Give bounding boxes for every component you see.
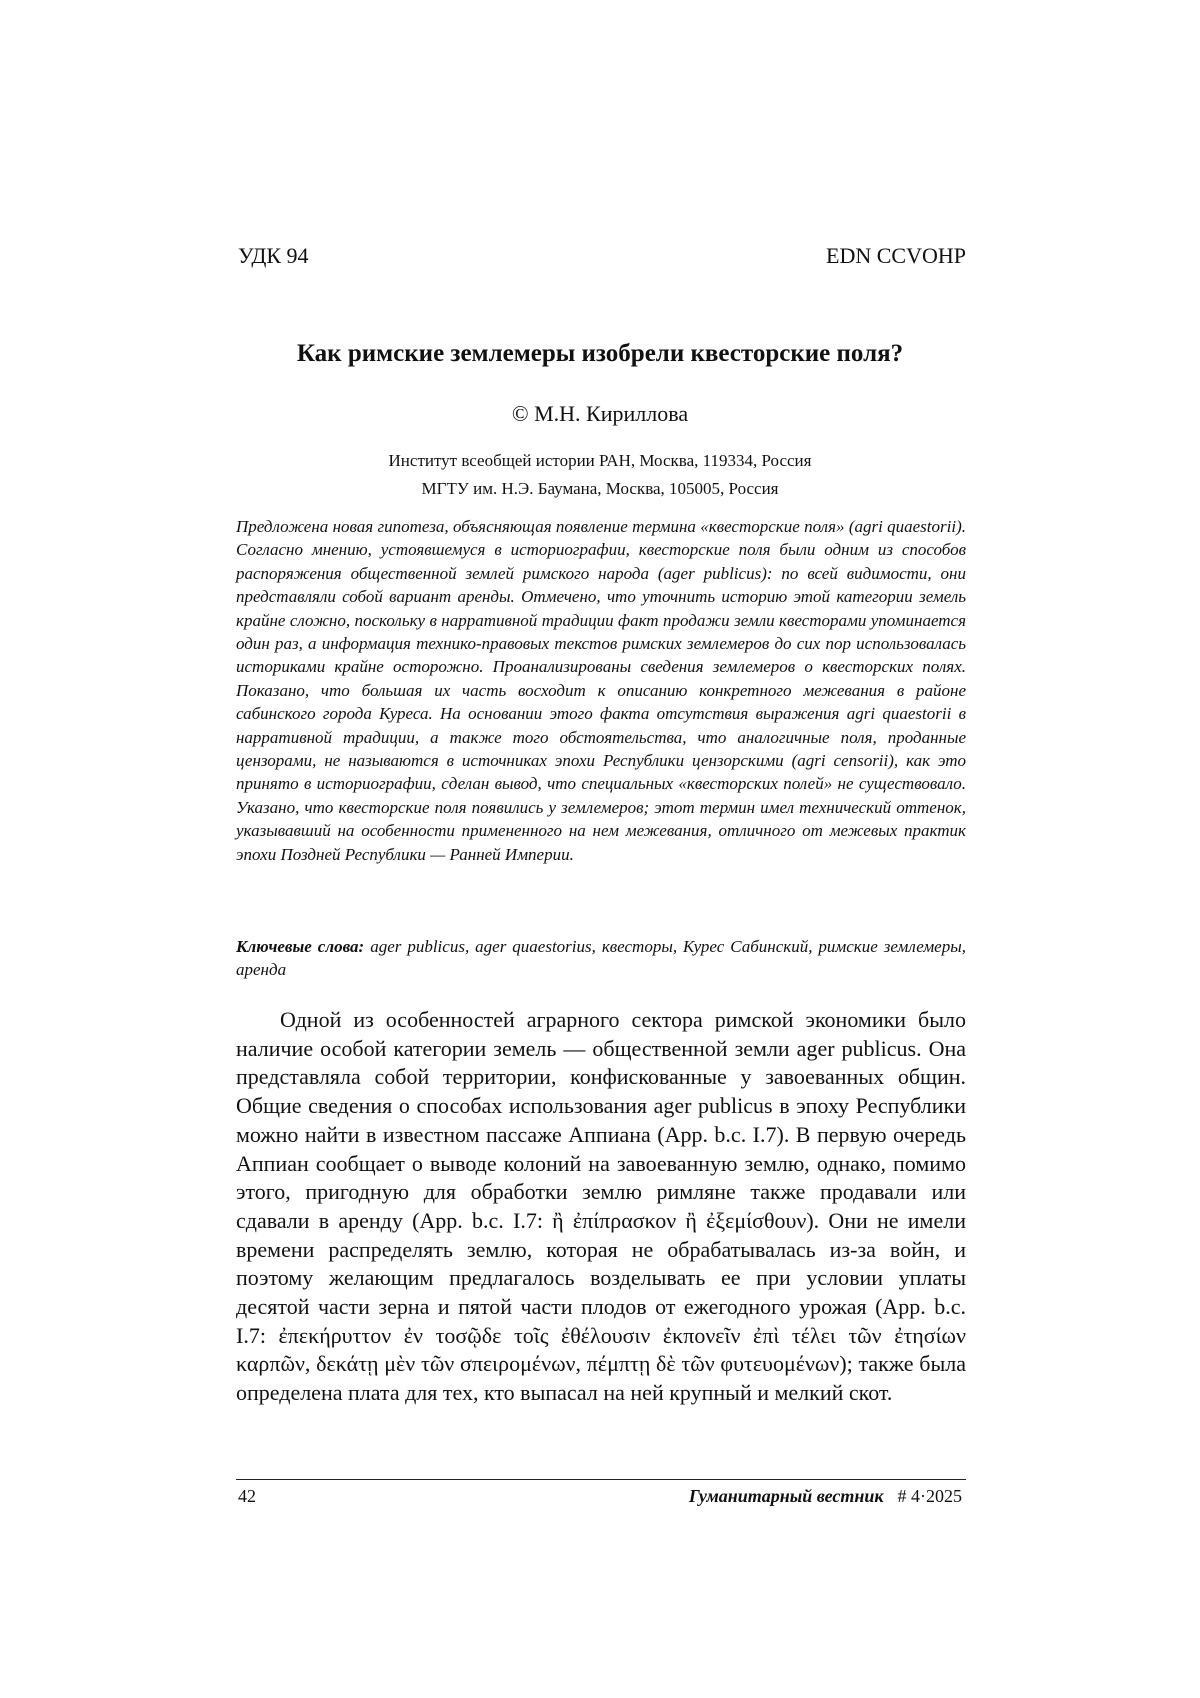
keywords-list: ager publicus, ager quaestorius, квесторы, Курес Сабинский, римские землемеры, аренда xyxy=(236,937,966,980)
edn-code: EDN CCVOHP xyxy=(826,243,966,268)
journal-name: Гуманитарный вестник xyxy=(688,1486,884,1506)
udk-code: УДК 94 xyxy=(238,243,309,268)
keywords-label: Ключевые слова: xyxy=(236,937,365,956)
article-title: Как римские землемеры изобрели квесторские поля? xyxy=(296,340,904,367)
footer-divider xyxy=(236,1479,966,1480)
affiliation-2: МГТУ им. Н.Э. Баумана, Москва, 105005, Россия xyxy=(421,479,779,498)
journal-issue: # 4·2025 xyxy=(897,1486,962,1506)
affiliation-1: Институт всеобщей истории РАН, Москва, 119334, Россия xyxy=(388,451,812,470)
keywords xyxy=(236,935,966,982)
author-name: © М.Н. Кириллова xyxy=(511,401,689,426)
page-number: 42 xyxy=(238,1486,256,1506)
body-paragraph: Одной из особенностей аграрного сектора римской экономики было наличие особой категории земель — общественной земли ager publicus. Она представляла собой территории, конфискованные у завоеванных общин. Общие сведения о способах использования ager publicus в эпоху Республики можно найти в известном пассаже Аппиана (App. b.c. I.7). В первую очередь Аппиан сообщает о выводе колоний на завоеванную землю, однако, помимо этого, пригодную для обработки землю римляне также продавали или сдавали в аренду (App. b.c. I.7: ἢ ἐπίπρασκον ἢ ἐξεμίσθουν). Они не имели времени распределять землю, которая не обрабатывалась из-за войн, и поэтому желающим предлагалось возделывать ее при условии уплаты десятой части зерна и пятой части плодов от ежегодного урожая (App. b.c. I.7: ἐπεκήρυττον ἐν τοσῷδε τοῖς ἐθέλουσιν ἐκπονεῖν ἐπὶ τέλει τῶν ἐτησίων καρπῶν, δεκάτῃ μὲν τῶν σπειρομένων, πέμπτῃ δὲ τῶν φυτευομένων); также была определена плата для тех, кто выпасал на ней крупный и мелкий скот. xyxy=(236,1007,966,1406)
journal-info xyxy=(689,1486,962,1507)
article-header xyxy=(238,243,966,273)
abstract: Предложена новая гипотеза, объясняющая появление термина «квесторские поля» (agri quaestorii). Согласно мнению, устоявшемуся в историографии, квесторские поля были одним из способов распоряжения общественной землей римского народа (ager publicus): по всей видимости, они представляли собой вариант аренды. Отмечено, что уточнить историю этой категории земель крайне сложно, поскольку в нарративной традиции факт продажи земли квесторами упоминается один раз, а информация технико-правовых текстов римских землемеров до сих пор использовалась историками крайне осторожно. Проанализированы сведения землемеров о квесторских полях. Показано, что большая их часть восходит к описанию конкретного межевания в районе сабинского города Куреса. На основании этого факта отсутствия выражения agri quaestorii в нарративной традиции, а также того обстоятельства, что аналогичные поля, проданные цензорами, не называются в источниках эпохи Республики цензорскими (agri censorii), как это принято в историографии, сделан вывод, что специальных «квесторских полей» не существовало. Указано, что квесторские поля появились у землемеров; этот термин имел технический оттенок, указывавший на особенности примененного на нем межевания, отличного от межевых практик эпохи Поздней Республики — Ранней Империи. xyxy=(236,517,966,864)
